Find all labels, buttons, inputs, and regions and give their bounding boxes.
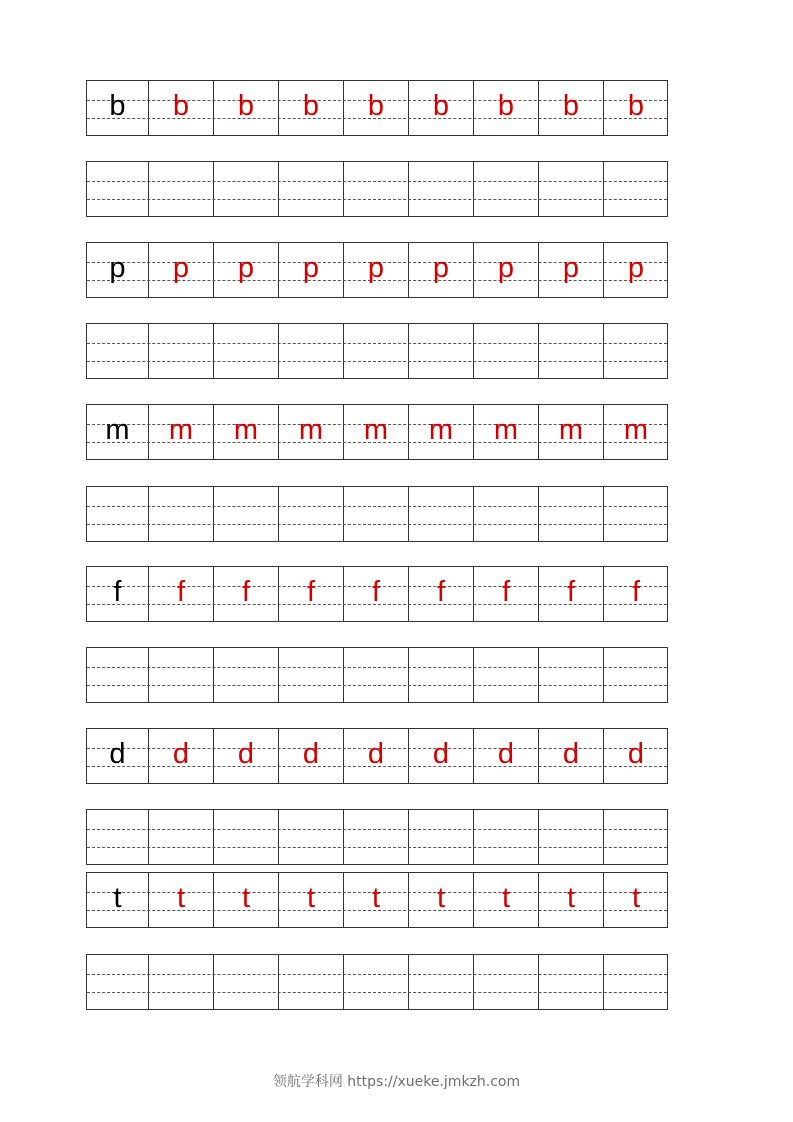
trace-letter: t <box>306 882 316 914</box>
trace-letter-cell <box>603 243 668 297</box>
trace-letter: m <box>298 414 324 446</box>
trace-letter-cell <box>408 729 473 783</box>
trace-letter-cell <box>343 873 408 927</box>
trace-letter: f <box>631 576 641 608</box>
writing-cell <box>87 324 148 378</box>
writing-cell <box>213 162 278 216</box>
writing-cell <box>603 487 668 541</box>
trace-letter-cell <box>148 873 213 927</box>
trace-letter-cell <box>603 81 668 135</box>
trace-letter: t <box>241 882 251 914</box>
trace-letter-cell <box>278 405 343 459</box>
trace-letter: f <box>566 576 576 608</box>
writing-cell <box>148 810 213 864</box>
trace-letter-cell <box>408 405 473 459</box>
trace-letter-cell <box>603 567 668 621</box>
trace-letter: d <box>367 738 385 770</box>
trace-letter: p <box>367 252 385 284</box>
trace-letter: m <box>233 414 259 446</box>
trace-letter-cell <box>148 243 213 297</box>
trace-letter-cell <box>278 81 343 135</box>
writing-cell <box>603 648 668 702</box>
writing-cell <box>473 487 538 541</box>
writing-cell <box>148 955 213 1009</box>
blank-practice-row <box>86 323 668 379</box>
model-letter-cell <box>87 567 148 621</box>
writing-cell <box>278 324 343 378</box>
letter-row <box>86 566 668 622</box>
trace-letter-cell <box>213 81 278 135</box>
writing-cell <box>148 324 213 378</box>
trace-letter-cell <box>538 567 603 621</box>
model-letter-cell <box>87 873 148 927</box>
trace-letter-cell <box>213 873 278 927</box>
trace-letter-cell <box>343 405 408 459</box>
trace-letter: d <box>172 738 190 770</box>
trace-letter-cell <box>538 405 603 459</box>
trace-letter: b <box>237 90 255 122</box>
writing-cell <box>213 810 278 864</box>
writing-cell <box>473 810 538 864</box>
model-letter-cell <box>87 405 148 459</box>
writing-cell <box>343 324 408 378</box>
writing-cell <box>473 955 538 1009</box>
trace-letter-cell <box>343 81 408 135</box>
trace-letter: p <box>302 252 320 284</box>
trace-letter: b <box>627 90 645 122</box>
trace-letter: b <box>302 90 320 122</box>
letter-row <box>86 404 668 460</box>
trace-letter: p <box>627 252 645 284</box>
writing-cell <box>278 487 343 541</box>
trace-letter: m <box>168 414 194 446</box>
model-letter: p <box>109 252 126 284</box>
writing-cell <box>87 487 148 541</box>
letter-row <box>86 80 668 136</box>
writing-cell <box>473 324 538 378</box>
trace-letter-cell <box>603 729 668 783</box>
writing-cell <box>278 162 343 216</box>
trace-letter-cell <box>538 873 603 927</box>
writing-cell <box>343 955 408 1009</box>
writing-cell <box>538 810 603 864</box>
writing-cell <box>213 955 278 1009</box>
trace-letter: p <box>237 252 255 284</box>
trace-letter-cell <box>213 405 278 459</box>
trace-letter: b <box>497 90 515 122</box>
trace-letter: f <box>306 576 316 608</box>
trace-letter-cell <box>278 567 343 621</box>
trace-letter: b <box>562 90 580 122</box>
trace-letter-cell <box>473 729 538 783</box>
blank-practice-row <box>86 486 668 542</box>
blank-practice-row <box>86 809 668 865</box>
writing-cell <box>87 162 148 216</box>
trace-letter: p <box>432 252 450 284</box>
trace-letter: t <box>631 882 641 914</box>
trace-letter: t <box>501 882 511 914</box>
trace-letter: p <box>562 252 580 284</box>
model-letter: f <box>113 576 122 608</box>
trace-letter: b <box>367 90 385 122</box>
trace-letter: p <box>497 252 515 284</box>
trace-letter-cell <box>408 81 473 135</box>
writing-cell <box>343 648 408 702</box>
writing-cell <box>473 648 538 702</box>
trace-letter-cell <box>408 873 473 927</box>
writing-cell <box>408 487 473 541</box>
writing-cell <box>603 162 668 216</box>
trace-letter-cell <box>148 81 213 135</box>
model-letter: t <box>113 882 122 914</box>
trace-letter: f <box>501 576 511 608</box>
trace-letter-cell <box>343 243 408 297</box>
trace-letter: t <box>436 882 446 914</box>
trace-letter: d <box>432 738 450 770</box>
trace-letter-cell <box>408 243 473 297</box>
trace-letter: m <box>363 414 389 446</box>
model-letter: b <box>109 90 126 122</box>
writing-cell <box>148 487 213 541</box>
trace-letter: f <box>241 576 251 608</box>
writing-cell <box>538 487 603 541</box>
writing-cell <box>603 810 668 864</box>
blank-practice-row <box>86 161 668 217</box>
trace-letter: d <box>237 738 255 770</box>
trace-letter: t <box>176 882 186 914</box>
trace-letter-cell <box>213 567 278 621</box>
trace-letter-cell <box>148 729 213 783</box>
trace-letter-cell <box>213 243 278 297</box>
trace-letter: d <box>562 738 580 770</box>
model-letter-cell <box>87 81 148 135</box>
writing-cell <box>408 648 473 702</box>
writing-cell <box>343 810 408 864</box>
model-letter-cell <box>87 243 148 297</box>
trace-letter: d <box>497 738 515 770</box>
trace-letter-cell <box>473 567 538 621</box>
trace-letter: f <box>371 576 381 608</box>
writing-cell <box>87 810 148 864</box>
trace-letter-cell <box>538 729 603 783</box>
trace-letter: b <box>432 90 450 122</box>
trace-letter: m <box>428 414 454 446</box>
writing-cell <box>408 810 473 864</box>
model-letter: d <box>109 738 126 770</box>
writing-cell <box>538 955 603 1009</box>
trace-letter: d <box>302 738 320 770</box>
letter-row <box>86 242 668 298</box>
trace-letter: t <box>566 882 576 914</box>
trace-letter-cell <box>473 873 538 927</box>
trace-letter-cell <box>278 243 343 297</box>
writing-cell <box>278 648 343 702</box>
writing-cell <box>538 162 603 216</box>
writing-cell <box>343 162 408 216</box>
trace-letter-cell <box>278 873 343 927</box>
trace-letter-cell <box>278 729 343 783</box>
letter-row <box>86 728 668 784</box>
trace-letter-cell <box>603 873 668 927</box>
blank-practice-row <box>86 647 668 703</box>
letter-row <box>86 872 668 928</box>
trace-letter-cell <box>408 567 473 621</box>
writing-cell <box>408 324 473 378</box>
trace-letter: d <box>627 738 645 770</box>
trace-letter-cell <box>538 243 603 297</box>
writing-cell <box>148 162 213 216</box>
writing-cell <box>603 955 668 1009</box>
trace-letter: m <box>493 414 519 446</box>
trace-letter-cell <box>473 243 538 297</box>
blank-practice-row <box>86 954 668 1010</box>
trace-letter: f <box>176 576 186 608</box>
writing-cell <box>538 324 603 378</box>
trace-letter-cell <box>148 567 213 621</box>
writing-cell <box>343 487 408 541</box>
writing-cell <box>148 648 213 702</box>
trace-letter: m <box>558 414 584 446</box>
trace-letter-cell <box>473 81 538 135</box>
trace-letter-cell <box>473 405 538 459</box>
writing-cell <box>408 955 473 1009</box>
writing-cell <box>213 487 278 541</box>
trace-letter-cell <box>343 567 408 621</box>
model-letter: m <box>105 414 130 446</box>
trace-letter-cell <box>538 81 603 135</box>
trace-letter: f <box>436 576 446 608</box>
writing-cell <box>473 162 538 216</box>
writing-cell <box>278 810 343 864</box>
trace-letter-cell <box>148 405 213 459</box>
model-letter-cell <box>87 729 148 783</box>
trace-letter-cell <box>343 729 408 783</box>
trace-letter: b <box>172 90 190 122</box>
trace-letter: m <box>623 414 649 446</box>
trace-letter-cell <box>213 729 278 783</box>
writing-cell <box>213 324 278 378</box>
writing-cell <box>87 955 148 1009</box>
writing-cell <box>213 648 278 702</box>
writing-cell <box>538 648 603 702</box>
writing-cell <box>278 955 343 1009</box>
trace-letter-cell <box>603 405 668 459</box>
writing-cell <box>408 162 473 216</box>
writing-cell <box>603 324 668 378</box>
footer-watermark: 领航学科网 https://xueke.jmkzh.com <box>272 1074 521 1090</box>
trace-letter: p <box>172 252 190 284</box>
writing-cell <box>87 648 148 702</box>
trace-letter: t <box>371 882 381 914</box>
